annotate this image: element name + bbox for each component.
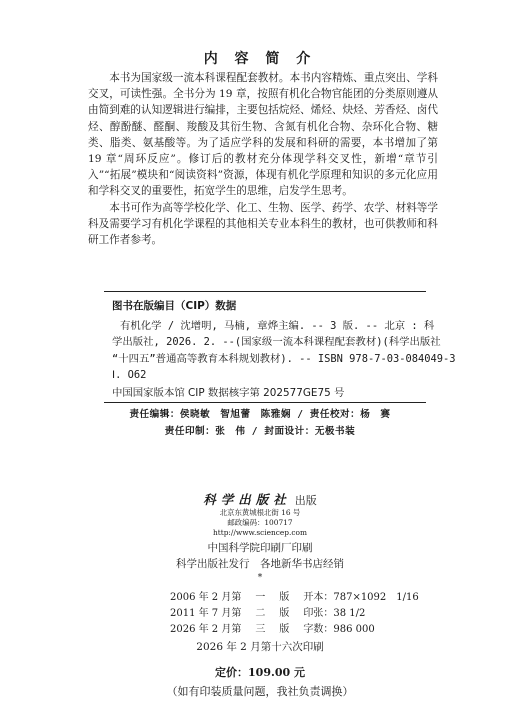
- cip-heading: 图书在版编目（CIP）数据: [112, 300, 237, 312]
- publisher-postcode: 邮政编码：100717: [227, 518, 293, 527]
- quality-note: （如有印装质量问题，我社负责调换）: [166, 685, 354, 698]
- edition-spec: 印张：38 1/2: [303, 608, 366, 620]
- intro-body: [88, 70, 438, 248]
- edition-spec: 字数：986 000: [303, 624, 375, 636]
- edition-table: [170, 590, 419, 639]
- cip-line-4: Ⅰ. O62: [112, 369, 147, 382]
- cip-line-3: “十四五”普通高等教育本科规划教材). -- ISBN 978-7-03-084049-3: [112, 352, 456, 365]
- intro-title: 内 容 简 介: [203, 51, 317, 67]
- price: 定价：109.00 元: [215, 666, 305, 679]
- edition-spec: 开本：787×1092 1/16: [303, 592, 419, 603]
- edition-kind: 版: [279, 592, 290, 603]
- printing-line: 2026 年 2 月第十六次印刷: [196, 641, 324, 653]
- edition-kind: 版: [279, 608, 290, 620]
- edition-row: [170, 606, 419, 622]
- edition-row: [170, 622, 419, 638]
- printer-line: 中国科学院印刷厂印刷: [207, 542, 313, 554]
- cip-top-rule: [104, 291, 426, 292]
- distribution-line: 科学出版社发行 各地新华书店经销: [176, 558, 344, 570]
- cip-line-1: 有机化学 / 沈增明, 马楠, 章烨主编. -- 3 版. -- 北京 : 科: [120, 320, 435, 332]
- publisher-logo: 科学出版社: [203, 492, 291, 507]
- cip-bottom-rule: [104, 402, 426, 403]
- intro-paragraph-1: 本书为国家级一流本科课程配套教材。本书内容精炼、重点突出、学科交叉，可读性强。全书分为 19 章，按照有机化合物官能团的分类原则遵从由简到难的认知逻辑进行编排，主要包括烷烃、烯烃、炔烃、芳香烃、卤代烃、醇酚醚、醛酮、羧酸及其衍生物、含氮有机化合物、杂环化合物、糖类、脂类、氨基酸等。为了适应学科的发展和科研的需要，本书增加了第 19 章“周环反应”。修订后的教材充分体现学科交叉性，新增“章节引入”“拓展”模块和“阅读资料”资源，体现有机化学原理和知识的多元化应用和学科交叉的重要性，拓宽学生的思维，启发学生思考。: [88, 72, 438, 198]
- publisher-line: [0, 490, 520, 508]
- edition-number: 二: [255, 608, 266, 620]
- publisher-suffix: 出版: [294, 494, 317, 507]
- edition-number: 三: [255, 624, 266, 636]
- separator-star: *: [257, 573, 263, 583]
- edition-kind: 版: [279, 624, 290, 636]
- cip-record: [112, 318, 456, 384]
- edition-date: 2006 年 2 月第: [170, 592, 242, 603]
- publisher-website: http://www.sciencep.com: [213, 528, 307, 537]
- intro-paragraph-2: 本书可作为高等学校化学、化工、生物、医学、药学、农学、材料等学科及需要学习有机化学课程的其他相关专业本科生的教材，也可供教师和科研工作者参考。: [88, 201, 438, 247]
- edition-row: [170, 590, 419, 606]
- publisher-address: 北京东黄城根北街 16 号: [219, 508, 301, 517]
- edition-date: 2011 年 7 月第: [170, 608, 242, 620]
- cip-line-2: 学出版社, 2026. 2. --(国家级一流本科课程配套教材)(科学出版社: [112, 336, 441, 349]
- credits-line-2: 责任印制：张 伟 / 封面设计：无极书装: [164, 426, 356, 437]
- edition-number: 一: [255, 592, 266, 603]
- cip-record-number: 中国国家版本馆 CIP 数据核字第 202577GE75 号: [112, 387, 345, 399]
- credits-line-1: 责任编辑：侯晓敏 智旭蕾 陈雅娴 / 责任校对：杨 赛: [129, 409, 391, 420]
- edition-date: 2026 年 2 月第: [170, 624, 242, 636]
